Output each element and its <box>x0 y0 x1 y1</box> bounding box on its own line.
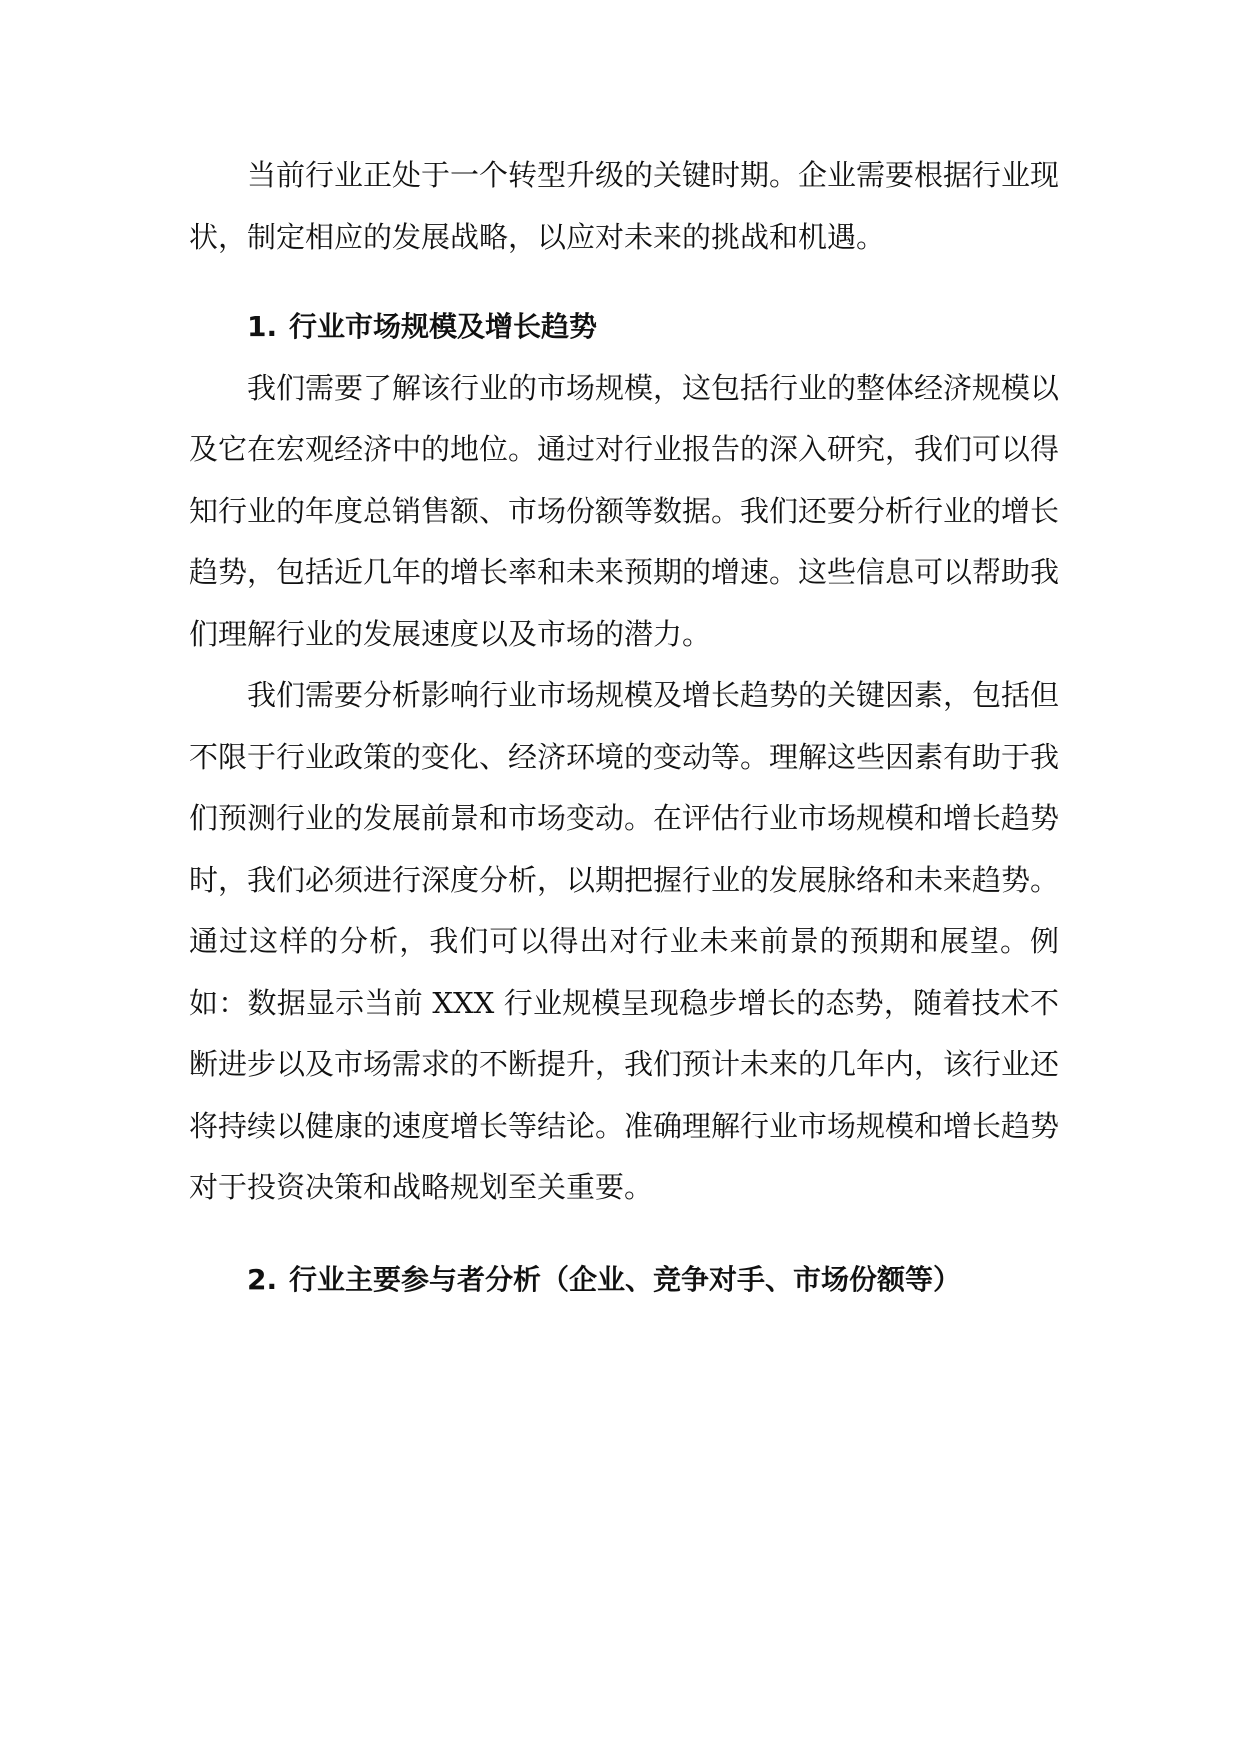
section-1-paragraph-1: 我们需要了解该行业的市场规模，这包括行业的整体经济规模以及它在宏观经济中的地位。通过对行业报告的深入研究，我们可以得知行业的年度总销售额、市场份额等数据。我们还要分析行业的增长趋势，包括近几年的增长率和未来预期的增速。这些信息可以帮助我们理解行业的发展速度以及市场的潜力。 <box>189 370 1060 651</box>
section-1-heading <box>189 296 1059 358</box>
document-body <box>189 145 1059 1310</box>
section-1-title: 行业市场规模及增长趋势 <box>289 310 598 343</box>
section-2-heading <box>189 1249 1059 1311</box>
section-1-number: 1. <box>247 310 278 343</box>
intro-paragraph: 当前行业正处于一个转型升级的关键时期。企业需要根据行业现状，制定相应的发展战略，以应对未来的挑战和机遇。 <box>189 158 1060 254</box>
section-2-number: 2. <box>247 1262 278 1296</box>
section-1-paragraph-2: 我们需要分析影响行业市场规模及增长趋势的关键因素，包括但不限于行业政策的变化、经济环境的变动等。理解这些因素有助于我们预测行业的发展前景和市场变动。在评估行业市场规模和增长趋势时，我们必须进行深度分析，以期把握行业的发展脉络和未来趋势。通过这样的分析，我们可以得出对行业未来前景的预期和展望。例如：数据显示当前 XXX 行业规模呈现稳步增长的态势，随着技术不断进步以及市场需求的不断提升，我们预计未来的几年内，该行业还将持续以健康的速度增长等结论。准确理解行业市场规模和增长趋势对于投资决策和战略规划至关重要。 <box>189 678 1060 1204</box>
section-2-title: 行业主要参与者分析（企业、竞争对手、市场份额等） <box>289 1262 962 1296</box>
